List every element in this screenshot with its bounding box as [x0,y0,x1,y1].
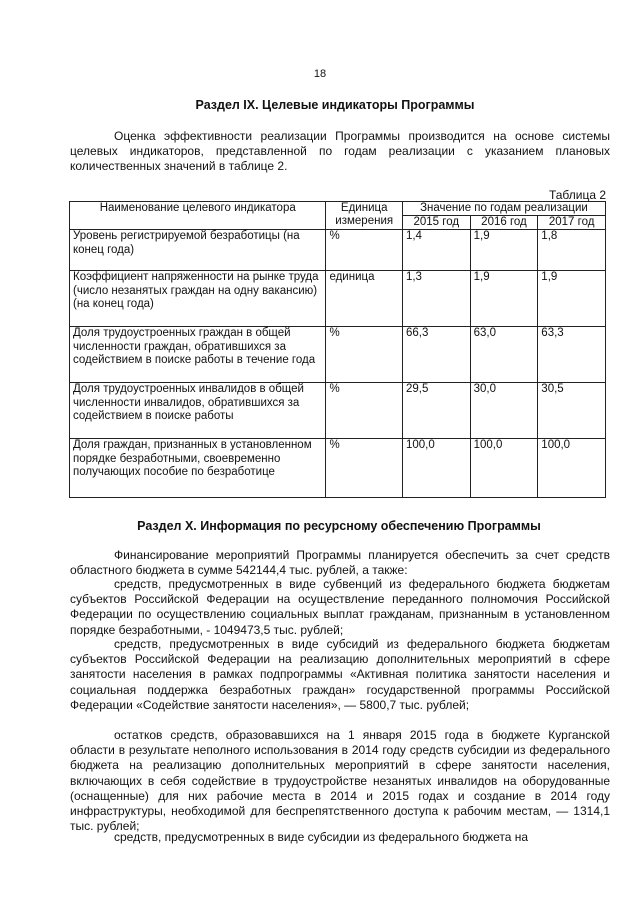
table-row [70,439,606,498]
indicator-value: 29,5 [402,383,470,439]
funding-paragraph: средств, предусмотренных в виде субвенций из федерального бюджета бюджетам субъектов Российской Федерации на осуществление переданного полномочия Российской Федерации по осуществлению социальных выплат гражданам, признанным в установленном порядке безработными, - 1049473,5 тыс. рублей; [70,577,610,637]
section-9-title: Раздел IX. Целевые индикаторы Программы [195,98,475,112]
indicator-value: 1,8 [538,230,606,271]
section-9-intro: Оценка эффективности реализации Программы производится на основе системы целевых индикаторов, представленной по годам реализации с указанием плановых количественных значений в таблице 2. [70,129,610,174]
header-year: 2017 год [538,216,606,230]
indicator-value: 30,5 [538,383,606,439]
section-10-title: Раздел X. Информация по ресурсному обеспечению Программы [137,519,541,533]
indicator-value: 100,0 [470,439,538,498]
header-values: Значение по годам реализации [402,202,605,216]
indicator-unit: % [326,439,403,498]
funding-paragraph: Финансирование мероприятий Программы планируется обеспечить за счет средств областного бюджета в сумме 542144,4 тыс. рублей, а также: [70,548,610,578]
indicator-value: 100,0 [538,439,606,498]
indicator-name: Коэффициент напряженности на рынке труда (число незанятых граждан на одну вакансию) (на конец года) [70,271,326,327]
table-row [70,271,606,327]
page-number: 18 [313,68,327,80]
indicator-value: 100,0 [402,439,470,498]
funding-paragraph: остатков средств, образовавшихся на 1 января 2015 года в бюджете Курганской области в результате неполного использования в 2014 году средств субсидии из федерального бюджета на реализацию дополнительных мероприятий в сфере занятости населения, включающих в себя содействие в трудоустройстве незанятых инвалидов на оборудованные (оснащенные) для них рабочие места в 2014 и 2015 годах и создание в 2014 году инфраструктуры, необходимой для беспрепятственного доступа к рабочим местам, — 1314,1 тыс. рублей; [70,728,610,834]
table-caption: Таблица 2 [548,188,606,202]
indicator-name: Доля граждан, признанных в установленном порядке безработными, своевременно получающих пособие по безработице [70,439,326,498]
indicator-unit: % [326,230,403,271]
header-year: 2016 год [470,216,538,230]
indicator-value: 1,9 [470,230,538,271]
funding-paragraph: средств, предусмотренных в виде субсидии из федерального бюджета на [114,830,529,844]
indicator-value: 1,3 [402,271,470,327]
table-row [70,230,606,271]
funding-paragraph: средств, предусмотренных в виде субсидий из федерального бюджета бюджетам субъектов Российской Федерации на реализацию дополнительных мероприятий в сфере занятости населения в рамках подпрограммы «Активная политика занятости населения и социальная поддержка безработных граждан» государственной программы Российской Федерации «Содействие занятости населения», — 5800,7 тыс. рублей; [70,637,610,712]
indicator-unit: единица [326,271,403,327]
indicator-value: 63,3 [538,327,606,383]
indicator-unit: % [326,383,403,439]
indicator-value: 1,9 [470,271,538,327]
header-unit: Единица измерения [326,202,403,230]
indicator-name: Доля трудоустроенных граждан в общей численности граждан, обратившихся за содействием в поиске работы в течение года [70,327,326,383]
indicator-value: 1,4 [402,230,470,271]
indicators-table [69,201,606,498]
header-name: Наименование целевого индикатора [70,202,326,230]
indicator-value: 1,9 [538,271,606,327]
indicator-value: 63,0 [470,327,538,383]
indicator-value: 30,0 [470,383,538,439]
indicator-unit: % [326,327,403,383]
indicator-name: Доля трудоустроенных инвалидов в общей численности инвалидов, обратившихся за содействием в поиске работы [70,383,326,439]
table-row [70,327,606,383]
table-row [70,383,606,439]
indicator-name: Уровень регистрируемой безработицы (на конец года) [70,230,326,271]
header-year: 2015 год [402,216,470,230]
indicator-value: 66,3 [402,327,470,383]
